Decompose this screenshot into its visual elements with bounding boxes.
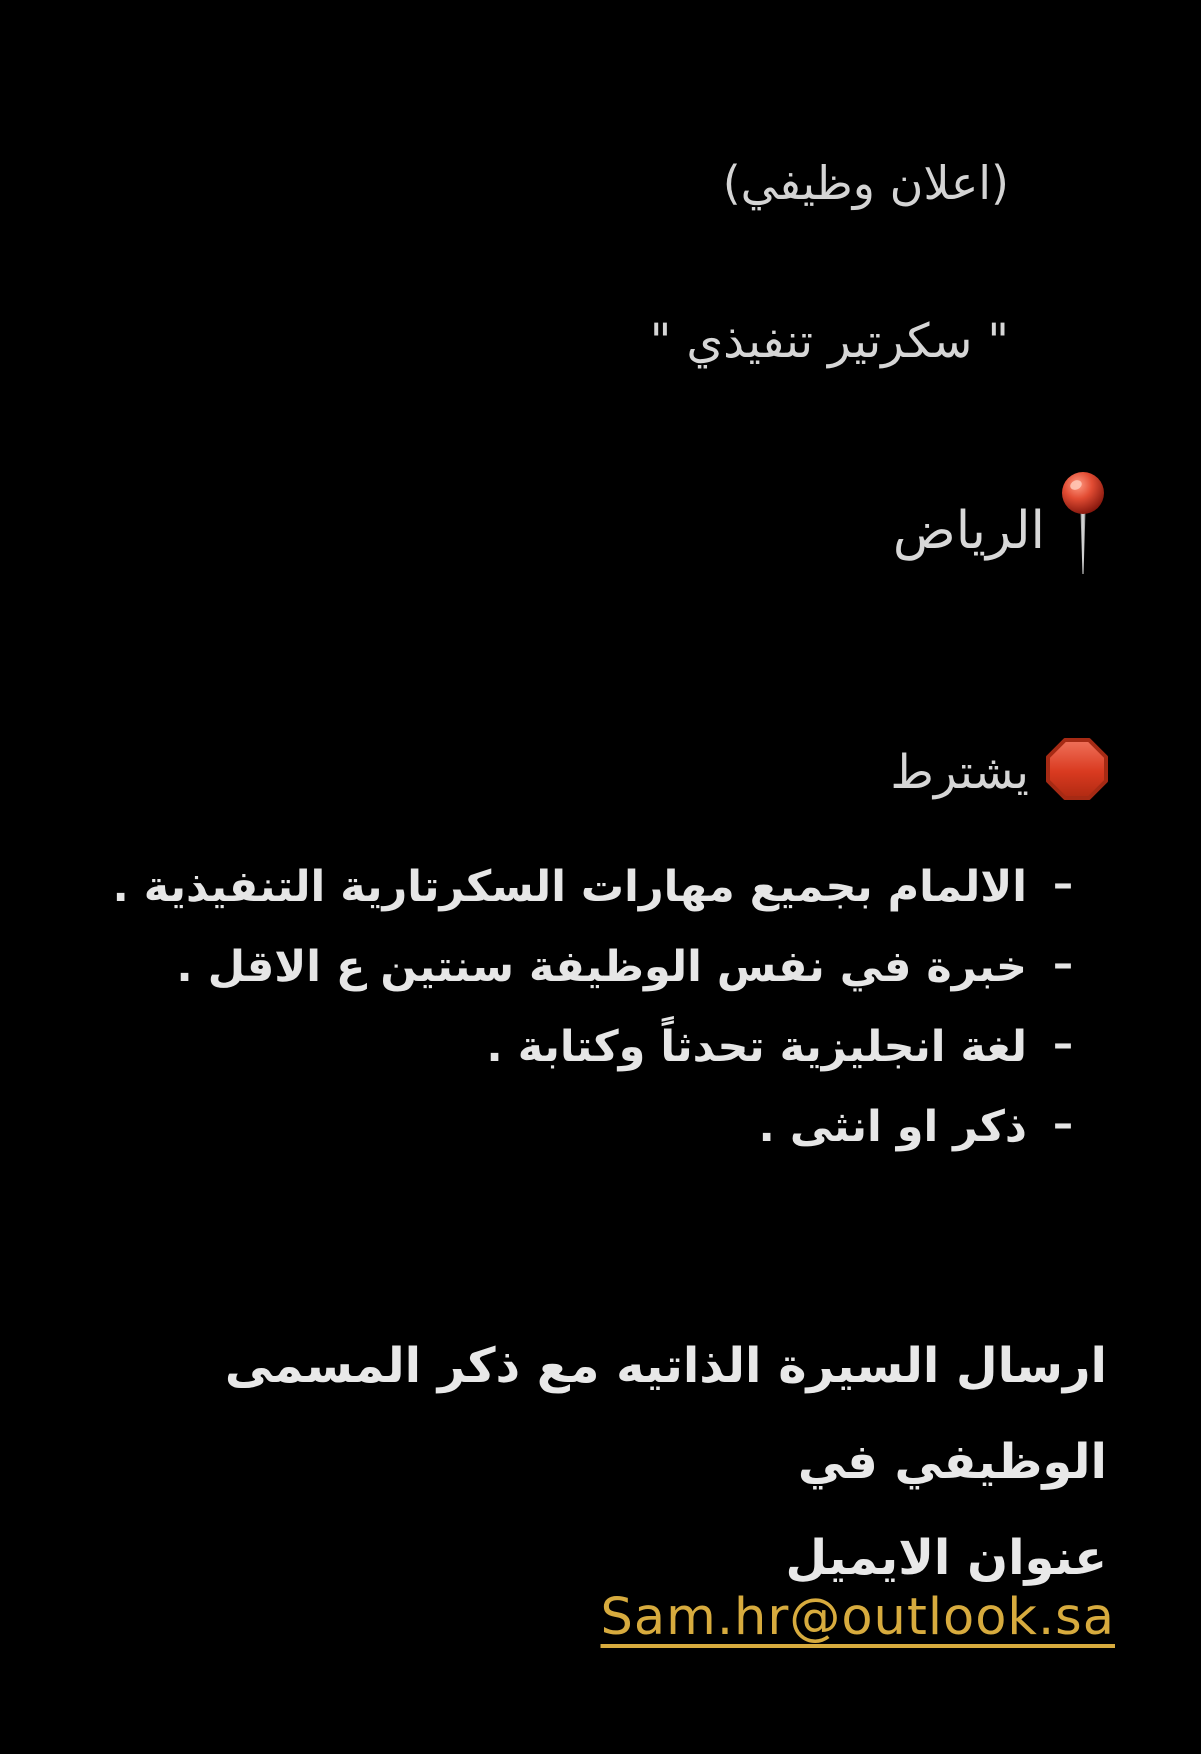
requirement-text: خبرة في نفس الوظيفة سنتين ع الاقل .: [176, 942, 1027, 992]
round-pushpin-icon: [1059, 470, 1107, 578]
announcement-title: (اعلان وظيفي): [722, 156, 1009, 210]
requirement-item: [80, 1022, 1073, 1102]
email-link[interactable]: Sam.hr@outlook.sa: [600, 1588, 1115, 1647]
list-dash: –: [1053, 1021, 1073, 1067]
list-dash: –: [1053, 941, 1073, 987]
instruction-line: عنوان الايميل: [785, 1530, 1107, 1586]
requirement-item: [80, 1102, 1073, 1182]
location-row: [893, 466, 1107, 582]
application-instruction: [78, 1318, 1107, 1606]
requirements-heading-row: [890, 726, 1109, 812]
requirement-text: لغة انجليزية تحدثاً وكتابة .: [486, 1022, 1027, 1072]
requirement-text: الالمام بجميع مهارات السكرتارية التنفيذية .: [112, 862, 1027, 912]
requirement-text: ذكر او انثى .: [758, 1102, 1027, 1152]
requirement-item: [80, 942, 1073, 1022]
list-dash: –: [1053, 861, 1073, 907]
job-title: " سكرتير تنفيذي ": [649, 314, 1009, 369]
requirements-list: [80, 862, 1073, 1182]
requirement-item: [80, 862, 1073, 942]
stop-sign-icon: [1045, 737, 1109, 801]
list-dash: –: [1053, 1101, 1073, 1147]
email-row: [601, 1588, 1115, 1647]
location-name: الرياض: [892, 501, 1045, 561]
instruction-line: ارسال السيرة الذاتيه مع ذكر المسمى الوظيفي في: [224, 1338, 1107, 1490]
requirements-heading: يشترط: [890, 744, 1029, 800]
